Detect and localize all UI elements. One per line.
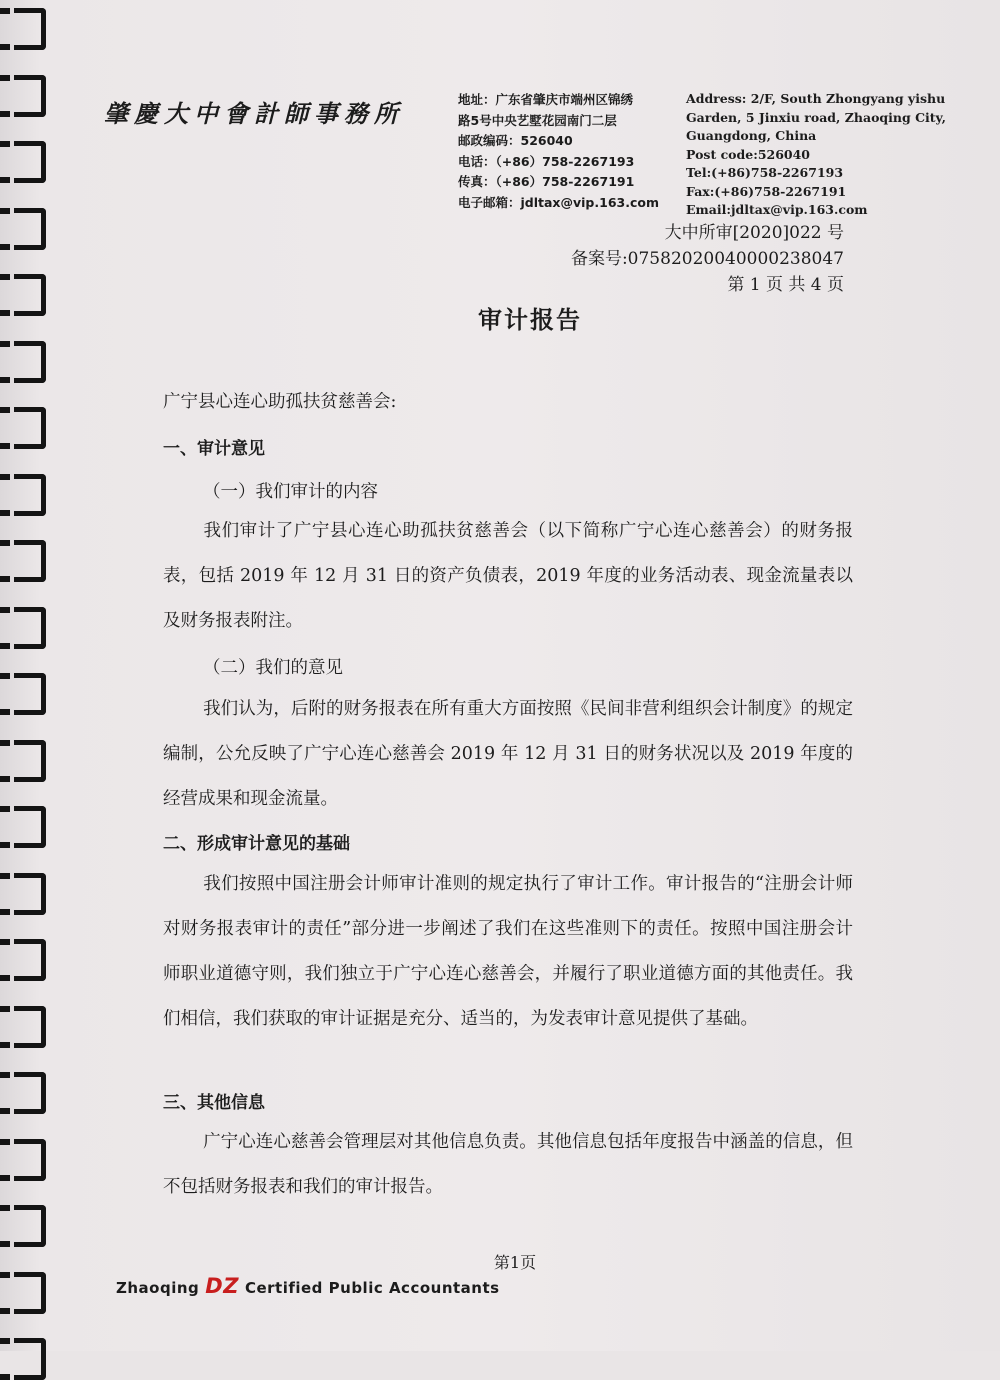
binding-ring — [14, 474, 46, 516]
firm-name: 肇慶大中會計師事務所 — [104, 99, 404, 128]
binding-ring — [14, 8, 46, 50]
address-en-line: Fax:(+86)758-2267191 — [686, 183, 847, 199]
page-title: 审计报告 — [478, 306, 582, 334]
binding-ring — [14, 673, 46, 715]
page-number: 第1页 — [493, 1253, 537, 1272]
section-1-sub-1: （一）我们审计的内容 — [203, 482, 378, 502]
address-cn — [458, 90, 659, 213]
binding-ring — [14, 939, 46, 981]
binding-ring — [14, 407, 46, 449]
section-1-paragraph-2: 我们认为，后附的财务报表在所有重大方面按照《民间非营利组织会计制度》的规定编制，公允反映了广宁心连心慈善会 2019 年 12 月 31 日的财务状况以及 2019 年度的经营成果和现金流量。 — [163, 699, 853, 809]
section-3-paragraph: 广宁心连心慈善会管理层对其他信息负责。其他信息包括年度报告中涵盖的信息，但不包括财务报表和我们的审计报告。 — [163, 1132, 853, 1197]
binding-ring — [14, 1272, 46, 1314]
binding-ring — [14, 341, 46, 383]
address-cn-line: 传真：（+86）758-2267191 — [458, 174, 635, 189]
address-en-line: Post code:526040 — [686, 146, 811, 162]
binding-ring — [14, 1072, 46, 1114]
address-en-line: Guangdong, China — [686, 128, 817, 143]
address-en-line: Tel:(+86)758-2267193 — [686, 165, 844, 180]
address-en-line: Email:jdltax@vip.163.com — [686, 202, 868, 217]
binding-ring — [14, 806, 46, 848]
binding-ring — [14, 1139, 46, 1181]
address-en-line: Address: 2/F, South Zhongyang yishu — [686, 91, 946, 106]
addressee: 广宁县心连心助孤扶贫慈善会: — [163, 392, 397, 412]
address-cn-line: 电话：（+86）758-2267193 — [458, 153, 635, 169]
spiral-binding — [0, 0, 60, 1351]
binding-ring — [14, 141, 46, 183]
section-1-paragraph-1: 我们审计了广宁县心连心助孤扶贫慈善会（以下简称广宁心连心慈善会）的财务报表，包括 2019 年 12 月 31 日的资产负债表，2019 年度的业务活动表、现金流量表以及财务报表附注。 — [163, 521, 853, 631]
address-cn-line: 地址：广东省肇庆市端州区锦绣 — [458, 92, 634, 107]
binding-ring — [14, 607, 46, 649]
footer-brand — [116, 1274, 500, 1298]
binding-ring — [14, 540, 46, 582]
section-1-heading: 一、审计意见 — [163, 439, 265, 459]
footer-right-text: Certified Public Accountants — [244, 1279, 500, 1297]
binding-ring — [14, 740, 46, 782]
address-cn-line: 邮政编码：526040 — [458, 133, 573, 148]
dz-logo: DZ — [205, 1274, 239, 1298]
section-2-paragraph: 我们按照中国注册会计师审计准则的规定执行了审计工作。审计报告的“注册会计师对财务报表审计的责任”部分进一步阐述了我们在这些准则下的责任。按照中国注册会计师职业道德守则，我们独立于广宁心连心慈善会，并履行了职业道德方面的其他责任。我们相信，我们获取的审计证据是充分、适当的，为发表审计意见提供了基础。 — [163, 874, 853, 1029]
address-cn-line: 路5号中央艺墅花园南门二层 — [458, 112, 617, 128]
filing-number: 备案号:07582020040000238047 — [570, 249, 844, 269]
binding-ring — [14, 208, 46, 250]
footer-left-text: Zhaoqing — [116, 1279, 200, 1297]
section-1-sub-2: （二）我们的意见 — [203, 658, 343, 678]
address-cn-line: 电子邮箱：jdltax@vip.163.com — [458, 194, 659, 210]
address-en — [686, 90, 946, 220]
section-2-heading: 二、形成审计意见的基础 — [163, 834, 350, 854]
binding-ring — [14, 1338, 46, 1380]
section-3-heading: 三、其他信息 — [163, 1093, 265, 1113]
report-number: 大中所审[2020]022 号 — [664, 223, 844, 243]
binding-ring — [14, 1006, 46, 1048]
reference-block — [571, 220, 844, 298]
page-info: 第 1 页 共 4 页 — [727, 275, 844, 295]
binding-ring — [14, 1205, 46, 1247]
binding-ring — [14, 873, 46, 915]
address-en-line: Garden, 5 Jinxiu road, Zhaoqing City, — [686, 109, 946, 125]
binding-ring — [14, 75, 46, 117]
